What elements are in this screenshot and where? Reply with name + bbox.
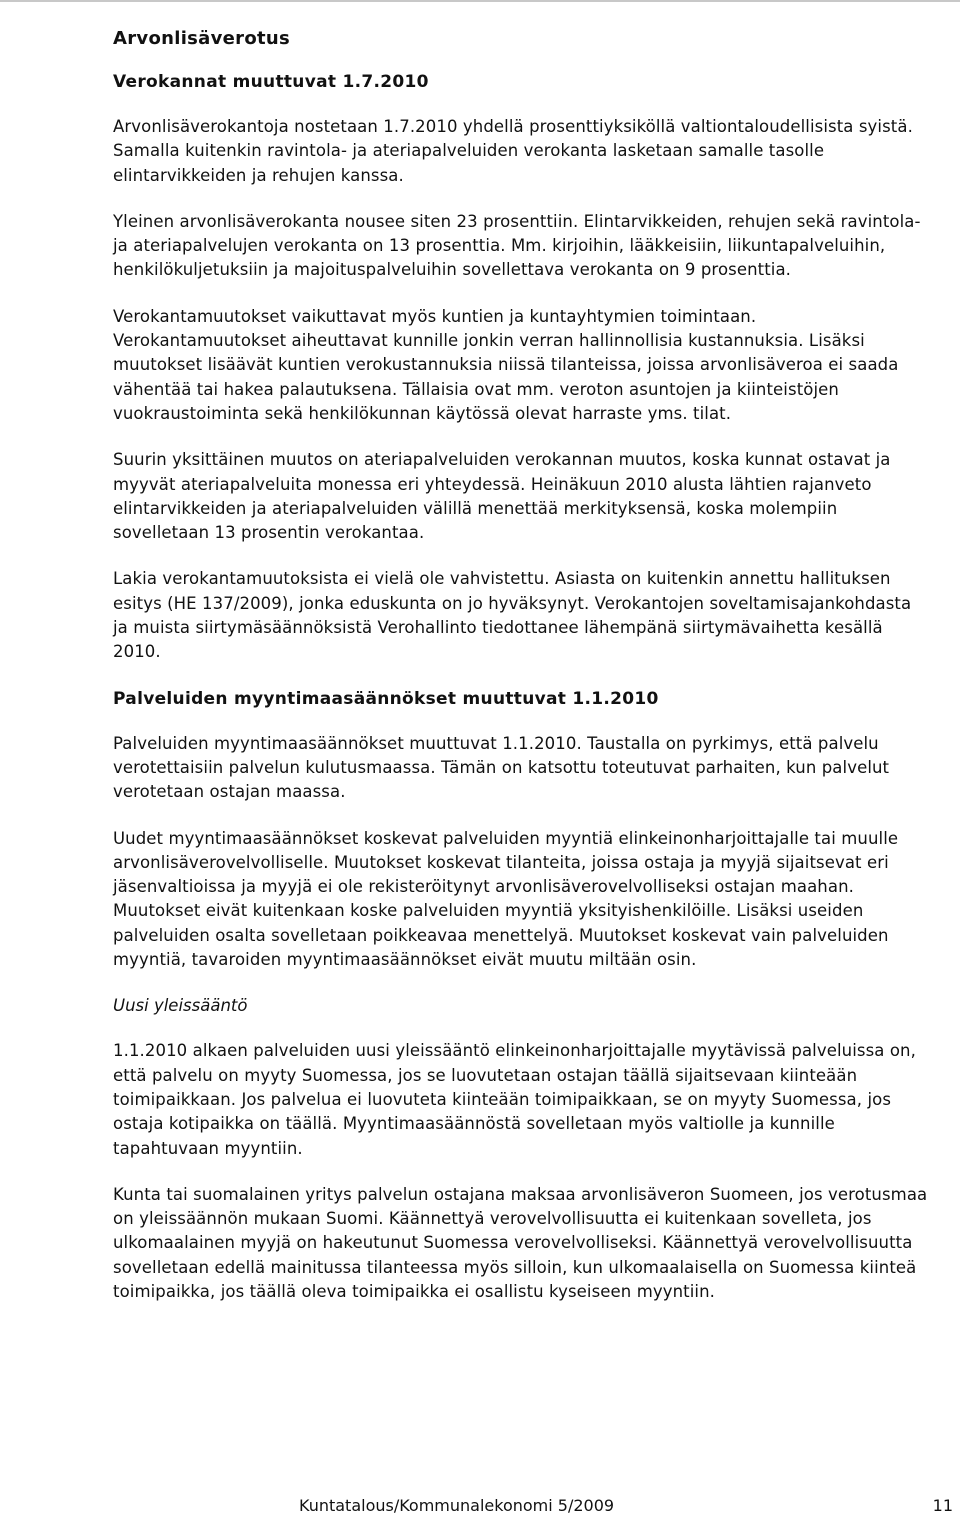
heading-verokannat: Verokannat muuttuvat 1.7.2010 [113,72,429,92]
paragraph: Uudet myyntimaasäännökset koskevat palveluiden myyntiä elinkeinonharjoittajalle tai muulle arvonlisäverovelvolliselle. Muutokset koskevat tilanteita, joissa ostaja ja myyjä sijaitsevat eri jäsenvaltioissa ja myyjä ei ole rekisteröitynyt arvonlisäverovelvolliseksi ostajan maahan. Muutokset eivät kuitenkaan koske palveluiden myyntiä yksityishenkilöille. Lisäksi useiden palveluiden osalta sovelletaan poikkeavaa menettelyä. Muutokset koskevat vain palveluiden myyntiä, tavaroiden myyntimaasäännökset eivät muutu miltään osin. [113,828,899,970]
paragraph: Kunta tai suomalainen yritys palvelun ostajana maksaa arvonlisäveron Suomeen, jos verotusmaa on yleissäännön mukaan Suomi. Käännettyä verovelvollisuutta ei kuitenkaan sovelleta, jos ulkomaalainen myyjä on hakeutunut Suomessa verovelvolliseksi. Käännettyä verovelvollisuutta sovelletaan edellä mainitussa tilanteessa myös silloin, kun ulkomaalaisella on Suomessa kiinteä toimipaikka, jos täällä oleva toimipaikka ei osallistu kyseiseen myyntiin. [113,1184,928,1301]
page-number: 11 [932,1496,953,1515]
heading-uusi-yleissaanto: Uusi yleissääntö [113,996,248,1016]
document-page [113,25,928,1304]
paragraph: Lakia verokantamuutoksista ei vielä ole vahvistettu. Asiasta on kuitenkin annettu hallituksen esitys (HE 137/2009), jonka eduskunta on jo hyväksynyt. Verokantojen soveltamisajankohdasta ja muista siirtymäsäännöksistä Verohallinto tiedottanee lähempänä siirtymävaihetta kesällä 2010. [113,569,912,662]
paragraph: Verokantamuutokset vaikuttavat myös kuntien ja kuntayhtymien toimintaan. Verokantamuutokset aiheuttavat kunnille jonkin verran hallinnollisia kustannuksia. Lisäksi muutokset lisäävät kuntien verokustannuksia niissä tilanteissa, joissa arvonlisäveroa ei saada vähentää tai hakea palautuksena. Tällaisia ovat mm. veroton asuntojen ja kiinteistöjen vuokraustoiminta sekä henkilökunnan käytössä olevat harraste yms. tilat. [113,306,899,423]
section-title: Arvonlisäverotus [113,28,291,49]
paragraph: Arvonlisäverokantoja nostetaan 1.7.2010 yhdellä prosenttiyksiköllä valtiontaloudellisista syistä. Samalla kuitenkin ravintola- ja ateriapalveluiden verokanta lasketaan samalle tasolle elintarvikkeiden ja rehujen kanssa. [113,117,913,185]
paragraph: Palveluiden myyntimaasäännökset muuttuvat 1.1.2010. Taustalla on pyrkimys, että palvelu verotettaisiin palvelun kulutusmaassa. Tämän on katsottu toteutuvat parhaiten, kun palvelut verotetaan ostajan maassa. [113,733,890,802]
footer-source: Kuntatalous/Kommunalekonomi 5/2009 [299,1496,615,1515]
paragraph: Yleinen arvonlisäverokanta nousee siten 23 prosenttiin. Elintarvikkeiden, rehujen sekä ravintola- ja ateriapalvelujen verokanta on 13 prosenttia. Mm. kirjoihin, lääkkeisiin, liikuntapalveluihin, henkilökuljetuksiin ja majoituspalveluihin sovellettava verokanta on 9 prosenttia. [113,211,921,280]
top-rule [0,0,960,2]
paragraph: 1.1.2010 alkaen palveluiden uusi yleissääntö elinkeinonharjoittajalle myytävissä palveluissa on, että palvelu on myyty Suomessa, jos se luovutetaan ostajan täällä sijaitsevaan kiinteään toimipaikkaan. Jos palvelua ei luovuteta kiinteään toimipaikkaan, se on myyty Suomessa, jos ostaja kotipaikka on täällä. Myyntimaasäännöstä sovelletaan myös valtiolle ja kunnille tapahtuvaan myyntiin. [113,1041,916,1158]
heading-myyntimaasaannokset: Palveluiden myyntimaasäännökset muuttuvat 1.1.2010 [113,688,659,709]
paragraph: Suurin yksittäinen muutos on ateriapalveluiden verokannan muutos, koska kunnat ostavat ja myyvät ateriapalveluita monessa eri yhteydessä. Heinäkuun 2010 alusta lähtien rajanveto elintarvikkeiden ja ateriapalveluiden välillä menettää merkityksensä, koska molempiin sovelletaan 13 prosentin verokantaa. [113,450,891,543]
